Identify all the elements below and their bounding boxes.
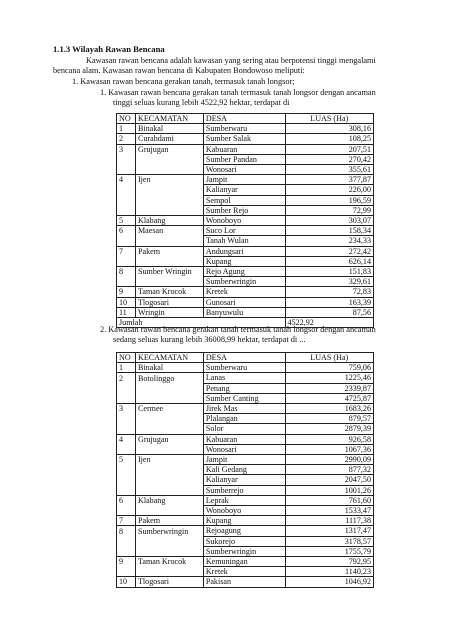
header-no: NO [117, 353, 136, 363]
cell-kecamatan: Binakal [135, 363, 203, 373]
table-row [117, 124, 374, 134]
table-row [117, 404, 374, 414]
cell-no: 4 [117, 175, 136, 185]
cell-luas: 3178,57 [285, 536, 373, 546]
table-row [117, 414, 374, 424]
table-row [117, 536, 374, 546]
cell-no [117, 567, 136, 577]
cell-kecamatan [135, 546, 203, 556]
intro-line-1: Kawasan rawan bencana adalah kawasan yang sering atau berpotensi tinggi mengalami [86, 56, 376, 65]
cell-no [117, 536, 136, 546]
cell-luas: 234,33 [285, 236, 373, 246]
cell-kecamatan: Tlogosari [135, 297, 203, 307]
table-row [117, 444, 374, 454]
cell-no [117, 475, 136, 485]
cell-luas: 355,61 [285, 165, 373, 175]
table-row [117, 216, 374, 226]
header-no: NO [117, 114, 136, 124]
cell-luas: 926,58 [285, 434, 373, 444]
cell-desa: Wonosari [203, 444, 285, 454]
cell-luas: 2990,09 [285, 455, 373, 465]
cell-kecamatan [135, 277, 203, 287]
cell-kecamatan [135, 393, 203, 403]
cell-kecamatan [135, 536, 203, 546]
cell-no: 6 [117, 495, 136, 505]
cell-no: 3 [117, 404, 136, 414]
cell-desa: Lanas [203, 373, 285, 383]
table-row [117, 506, 374, 516]
cell-no [117, 185, 136, 195]
cell-desa: Leprak [203, 495, 285, 505]
cell-luas: 1317,47 [285, 526, 373, 536]
cell-luas: 2339,87 [285, 383, 373, 393]
cell-luas: 226,00 [285, 185, 373, 195]
cell-no: 3 [117, 144, 136, 154]
table-row [117, 195, 374, 205]
intro-line-2: bencana alam. Kawasan rawan bencana di Kabupaten Bondowoso meliputi: [53, 66, 305, 76]
header-kecamatan: KECAMATAN [135, 353, 203, 363]
cell-kecamatan [135, 444, 203, 454]
cell-no [117, 277, 136, 287]
cell-no: 7 [117, 516, 136, 526]
cell-no [117, 165, 136, 175]
cell-no [117, 236, 136, 246]
cell-desa: Rejoagung [203, 526, 285, 536]
cell-kecamatan: Ijen [135, 175, 203, 185]
table-row [117, 267, 374, 277]
cell-kecamatan [135, 154, 203, 164]
table-row [117, 205, 374, 215]
cell-kecamatan [135, 236, 203, 246]
cell-no [117, 195, 136, 205]
cell-kecamatan: Grujugan [135, 144, 203, 154]
table-header-row [117, 114, 374, 124]
cell-desa: Sumberwaru [203, 363, 285, 373]
cell-desa: Wonoboyo [203, 506, 285, 516]
cell-no: 6 [117, 226, 136, 236]
cell-kecamatan [135, 567, 203, 577]
cell-kecamatan: Wringin [135, 307, 203, 317]
table-row [117, 307, 374, 317]
cell-desa: Kretek [203, 287, 285, 297]
cell-desa: Wonoboyo [203, 216, 285, 226]
table-row [117, 393, 374, 403]
cell-luas: 308,16 [285, 124, 373, 134]
cell-kecamatan [135, 465, 203, 475]
cell-luas: 303,07 [285, 216, 373, 226]
subitem-1-line-2: tinggi seluas kurang lebih 4522,92 hektar, terdapat di [113, 98, 290, 107]
cell-kecamatan [135, 256, 203, 266]
table-row [117, 277, 374, 287]
cell-no [117, 383, 136, 393]
table-row [117, 165, 374, 175]
cell-desa: Tanah Wulan [203, 236, 285, 246]
cell-luas: 272,42 [285, 246, 373, 256]
cell-desa: Sumber Pandan [203, 154, 285, 164]
cell-kecamatan: Botolinggo [135, 373, 203, 383]
cell-luas: 877,32 [285, 465, 373, 475]
table-high-risk-areas [116, 113, 374, 328]
cell-kecamatan [135, 165, 203, 175]
cell-luas: 377,87 [285, 175, 373, 185]
cell-luas: 270,42 [285, 154, 373, 164]
cell-desa: Sumberwaru [203, 124, 285, 134]
cell-desa: Jampit [203, 175, 285, 185]
table-row [117, 577, 374, 587]
cell-kecamatan [135, 424, 203, 434]
cell-no [117, 546, 136, 556]
cell-luas: 72,83 [285, 287, 373, 297]
cell-no [117, 154, 136, 164]
cell-desa: Kupang [203, 256, 285, 266]
cell-luas: 626,14 [285, 256, 373, 266]
subitem-2-line-1: 2. Kawasan rawan bencana gerakan tanah termasuk tanah longsor dengan ancaman [100, 325, 376, 334]
table-row [117, 363, 374, 373]
cell-desa: Sumber Rejo [203, 205, 285, 215]
cell-luas: 4725,87 [285, 393, 373, 403]
cell-no: 1 [117, 363, 136, 373]
cell-luas: 1067,36 [285, 444, 373, 454]
cell-no [117, 485, 136, 495]
cell-kecamatan [135, 205, 203, 215]
cell-desa: Kabuaran [203, 144, 285, 154]
cell-no: 8 [117, 267, 136, 277]
cell-kecamatan [135, 475, 203, 485]
cell-kecamatan: Tlogosari [135, 577, 203, 587]
cell-luas: 1001,26 [285, 485, 373, 495]
cell-desa: Jirek Mas [203, 404, 285, 414]
cell-luas: 1755,79 [285, 546, 373, 556]
cell-luas: 1046,92 [285, 577, 373, 587]
table-row [117, 373, 374, 383]
cell-desa: Kemuningan [203, 557, 285, 567]
cell-no: 8 [117, 526, 136, 536]
cell-luas: 1533,47 [285, 506, 373, 516]
cell-kecamatan: Binakal [135, 124, 203, 134]
cell-luas: 158,34 [285, 226, 373, 236]
subitem-1-line-1: 1. Kawasan rawan bencana gerakan tanah termasuk tanah longsor dengan ancaman [100, 88, 376, 97]
cell-desa: Suco Lor [203, 226, 285, 236]
cell-desa: Banyuwulu [203, 307, 285, 317]
cell-luas: 1140,23 [285, 567, 373, 577]
header-luas: LUAS (Ha) [285, 114, 373, 124]
cell-no: 5 [117, 455, 136, 465]
cell-desa: Wonosari [203, 165, 285, 175]
total-value: 4522,92 [285, 318, 373, 328]
cell-luas: 1683,26 [285, 404, 373, 414]
cell-desa: Sukorejo [203, 536, 285, 546]
cell-desa: Andungsari [203, 246, 285, 256]
cell-no: 2 [117, 134, 136, 144]
cell-kecamatan: Ijen [135, 455, 203, 465]
table-row [117, 175, 374, 185]
cell-no [117, 424, 136, 434]
cell-kecamatan [135, 506, 203, 516]
table-row [117, 526, 374, 536]
cell-kecamatan: Sumber Wringin [135, 267, 203, 277]
cell-kecamatan: Cermee [135, 404, 203, 414]
cell-no: 7 [117, 246, 136, 256]
cell-desa: Sumberwringin [203, 546, 285, 556]
table-row [117, 516, 374, 526]
cell-kecamatan: Sumberwringin [135, 526, 203, 536]
cell-kecamatan [135, 195, 203, 205]
table-row [117, 134, 374, 144]
cell-kecamatan: Taman Krocok [135, 287, 203, 297]
cell-kecamatan: Taman Krocok [135, 557, 203, 567]
cell-desa: Penang [203, 383, 285, 393]
cell-desa: Sumber Canting [203, 393, 285, 403]
subitem-2-line-2: sedang seluas kurang lebih 36008,99 hektar, terdapat di ... [113, 335, 306, 344]
total-label: Jumlah [117, 318, 286, 328]
cell-kecamatan: Klabang [135, 216, 203, 226]
cell-luas: 207,51 [285, 144, 373, 154]
cell-luas: 196,59 [285, 195, 373, 205]
cell-kecamatan: Curahdami [135, 134, 203, 144]
cell-kecamatan: Pakem [135, 246, 203, 256]
table-row [117, 154, 374, 164]
cell-no [117, 414, 136, 424]
cell-luas: 1225,46 [285, 373, 373, 383]
cell-desa: Rejo Agung [203, 267, 285, 277]
table-row [117, 256, 374, 266]
cell-luas: 151,83 [285, 267, 373, 277]
cell-desa: Pakisan [203, 577, 285, 587]
header-luas: LUAS (Ha) [285, 353, 373, 363]
table-row [117, 424, 374, 434]
table-row [117, 287, 374, 297]
cell-no [117, 256, 136, 266]
cell-no [117, 465, 136, 475]
header-kecamatan: KECAMATAN [135, 114, 203, 124]
cell-luas: 1117,38 [285, 516, 373, 526]
list-item-1: 1. Kawasan rawan bencana gerakan tanah, termasuk tanah longsor; [72, 77, 295, 86]
cell-no: 9 [117, 287, 136, 297]
cell-desa: Kalianyar [203, 475, 285, 485]
cell-luas: 87,56 [285, 307, 373, 317]
cell-luas: 72,99 [285, 205, 373, 215]
cell-luas: 329,61 [285, 277, 373, 287]
cell-luas: 2047,50 [285, 475, 373, 485]
header-desa: DESA [203, 353, 285, 363]
table-row [117, 236, 374, 246]
cell-desa: Kabuaran [203, 434, 285, 444]
cell-no [117, 393, 136, 403]
table-row [117, 546, 374, 556]
cell-kecamatan [135, 383, 203, 393]
cell-no: 4 [117, 434, 136, 444]
cell-desa: Kali Gedang [203, 465, 285, 475]
cell-desa: Kalianyar [203, 185, 285, 195]
table-row [117, 465, 374, 475]
table-row [117, 485, 374, 495]
cell-luas: 761,60 [285, 495, 373, 505]
table-row [117, 557, 374, 567]
cell-kecamatan [135, 485, 203, 495]
cell-desa: Solor [203, 424, 285, 434]
table-row [117, 383, 374, 393]
table-row [117, 455, 374, 465]
table-row [117, 297, 374, 307]
cell-no: 1 [117, 124, 136, 134]
cell-desa: Sempol [203, 195, 285, 205]
cell-kecamatan: Maesan [135, 226, 203, 236]
cell-desa: Sumberrejo [203, 485, 285, 495]
cell-no [117, 205, 136, 215]
cell-no [117, 506, 136, 516]
table-row [117, 475, 374, 485]
cell-kecamatan: Grujugan [135, 434, 203, 444]
cell-kecamatan [135, 185, 203, 195]
table-row [117, 226, 374, 236]
table-row [117, 434, 374, 444]
cell-no: 11 [117, 307, 136, 317]
cell-desa: Kupang [203, 516, 285, 526]
table-row [117, 495, 374, 505]
section-heading: 1.1.3 Wilayah Rawan Bencana [53, 44, 165, 54]
cell-luas: 792,95 [285, 557, 373, 567]
cell-desa: Jampit [203, 455, 285, 465]
cell-kecamatan [135, 414, 203, 424]
cell-luas: 759,06 [285, 363, 373, 373]
table-row [117, 246, 374, 256]
cell-no: 5 [117, 216, 136, 226]
cell-kecamatan: Pakem [135, 516, 203, 526]
cell-luas: 108,25 [285, 134, 373, 144]
cell-kecamatan: Klabang [135, 495, 203, 505]
header-desa: DESA [203, 114, 285, 124]
cell-no: 9 [117, 557, 136, 567]
cell-desa: Gunosari [203, 297, 285, 307]
cell-desa: Sumberwringin [203, 277, 285, 287]
table-row [117, 567, 374, 577]
intro-paragraph [53, 56, 425, 76]
cell-luas: 163,39 [285, 297, 373, 307]
table-row [117, 185, 374, 195]
table-row [117, 144, 374, 154]
cell-no: 10 [117, 297, 136, 307]
cell-no [117, 444, 136, 454]
cell-no: 10 [117, 577, 136, 587]
cell-no: 2 [117, 373, 136, 383]
table-medium-risk-areas [116, 352, 374, 588]
cell-luas: 2879,39 [285, 424, 373, 434]
cell-desa: Sumber Salak [203, 134, 285, 144]
cell-luas: 879,57 [285, 414, 373, 424]
cell-desa: Plalangan [203, 414, 285, 424]
table-header-row [117, 353, 374, 363]
cell-desa: Kretek [203, 567, 285, 577]
